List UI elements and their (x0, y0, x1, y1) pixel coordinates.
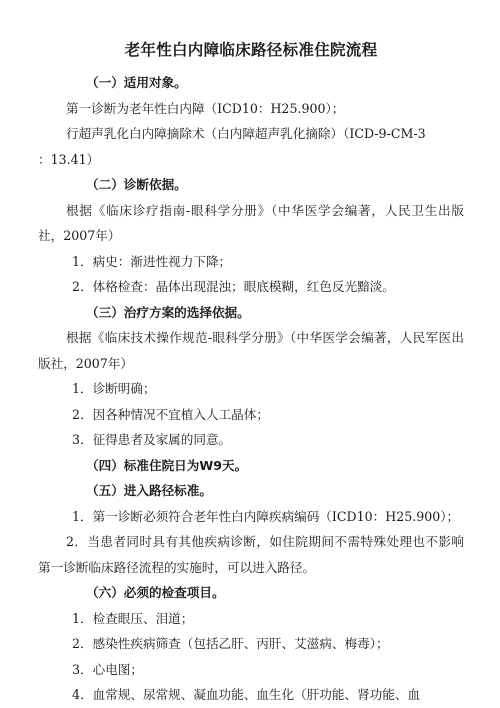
list-item: 2．因各种情况不宜植入人工晶体； (72, 406, 269, 422)
paragraph: 行超声乳化白内障摘除术（白内障超声乳化摘除）（ICD-9-CM-3 (66, 126, 426, 141)
paragraph: 根据《临床诊疗指南-眼科学分册》（中华医学会编著，人民卫生出版社，2007年） (38, 202, 464, 243)
section-heading-diagnosis: （二）诊断依据。 (86, 177, 187, 192)
section-heading-exams: （六）必须的检查项目。 (86, 585, 225, 600)
list-item: 1．病史：渐进性视力下降； (72, 253, 232, 269)
list-item: 1．检查眼压、泪道； (72, 610, 194, 626)
section-heading-entry: （五）进入路径标准。 (86, 483, 212, 498)
list-item: 3．心电图； (72, 661, 143, 677)
paragraph: 根据《临床技术操作规范-眼科学分册》（中华医学会编著，人民军医出版社，2007年） (38, 330, 464, 371)
list-item: 2．当患者同时具有其他疾病诊断，如住院期间不需特殊处理也不影响第一诊断临床路径流程的实施时，可以进入路径。 (38, 534, 464, 575)
section-heading-applicable: （一）适用对象。 (86, 75, 187, 90)
document-title: 老年性白内障临床路径标准住院流程 (124, 41, 378, 59)
list-item: 2．体格检查：晶体出现混浊；眼底模糊，红色反光黯淡。 (72, 279, 395, 294)
list-item: 2．感染性疾病筛查（包括乙肝、丙肝、艾滋病、梅毒）； (72, 636, 389, 651)
section-heading-stay: （四）标准住院日为W9天。 (86, 457, 248, 473)
list-item: 3．征得患者及家属的同意。 (72, 432, 232, 447)
paragraph: ：13.41） (38, 151, 100, 167)
list-item: 4．血常规、尿常规、凝血功能、血生化（肝功能、肾功能、血 (72, 687, 421, 702)
list-item: 1．诊断明确； (72, 381, 156, 396)
section-heading-treatment: （三）治疗方案的选择依据。 (86, 304, 250, 320)
paragraph: 第一诊断为老年性白内障（ICD10：H25.900）； (66, 100, 345, 116)
list-item: 1．第一诊断必须符合老年性白内障疾病编码（ICD10：H25.900）； (72, 508, 460, 524)
